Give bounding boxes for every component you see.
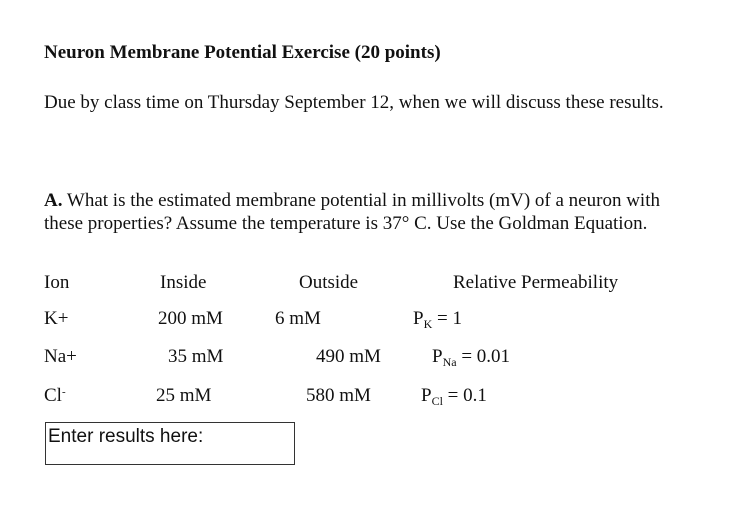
row-cl-inside: 25 mM (156, 385, 212, 406)
question-label: A. (44, 190, 63, 211)
row-cl-outside: 580 mM (306, 385, 371, 406)
header-ion: Ion (44, 272, 70, 293)
row-na-inside: 35 mM (168, 346, 224, 367)
row-na-ion: Na+ (44, 346, 77, 367)
row-cl-permeability: $P_{Cl} = 0.1$ (421, 385, 487, 408)
row-k-inside: 200 mM (158, 308, 223, 329)
row-cl-ion: Cl- (44, 385, 66, 406)
header-outside: Outside (299, 272, 359, 293)
results-entry-box[interactable]: Enter results here: (45, 422, 295, 465)
question-text: What is the estimated membrane potential in millivolts (mV) of a neuron with these properties? Assume the temperature is 37° C. Use the Goldman Equation. (44, 190, 660, 234)
due-date-text: Due by class time on Thursday September 12, when we will discuss these results. (44, 92, 664, 113)
row-na-permeability: $P_{Na} = 0.01$ (432, 346, 511, 369)
header-permeability: Relative Permeability (453, 272, 619, 293)
exercise-title: Neuron Membrane Potential Exercise (20 points) (44, 42, 441, 63)
row-k-permeability: $P_K = 1$ (413, 308, 462, 331)
question-a (44, 189, 694, 235)
row-k-outside: 6 mM (275, 308, 321, 329)
header-inside: Inside (160, 272, 207, 293)
row-k-ion: K+ (44, 308, 69, 329)
row-na-outside: 490 mM (316, 346, 381, 367)
